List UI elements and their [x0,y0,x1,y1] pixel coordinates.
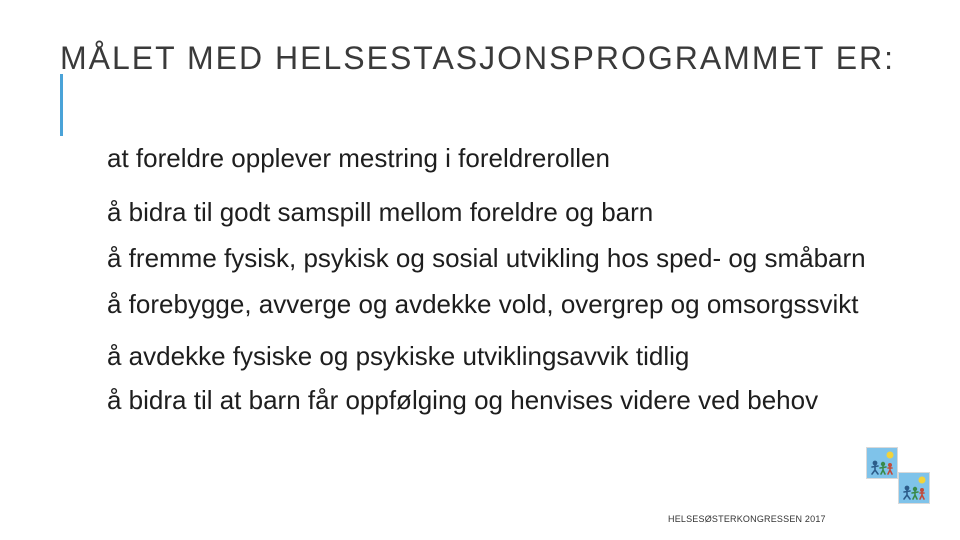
bullet-item: å bidra til at barn får oppfølging og henvises videre ved behov [107,385,819,415]
bullet-item: at foreldre opplever mestring i foreldrerollen [107,143,610,173]
bullet-list [107,143,917,437]
bullet-item: å forebygge, avverge og avdekke vold, overgrep og omsorgssvikt [107,289,859,319]
family-figures-logo-icon [898,472,930,504]
bullet-item: å avdekke fysiske og psykiske utviklingsavvik tidlig [107,341,690,371]
bullet-item: å fremme fysisk, psykisk og sosial utvikling hos sped- og småbarn [107,243,866,273]
title-accent-bar [60,74,63,136]
bullet-item: å bidra til godt samspill mellom foreldre og barn [107,197,654,227]
family-figures-logo-icon [866,447,898,479]
slide-title: MÅLET MED HELSESTASJONSPROGRAMMET ER: [60,40,896,76]
footer-text: HELSESØSTERKONGRESSEN 2017 [668,514,826,524]
